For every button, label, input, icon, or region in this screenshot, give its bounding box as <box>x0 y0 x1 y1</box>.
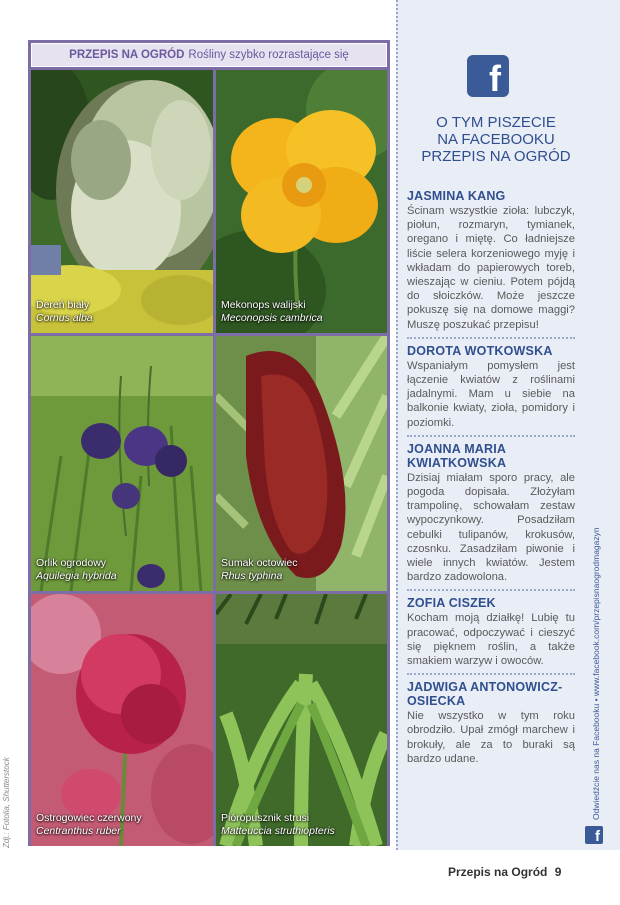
post-text: Ścinam wszystkie zioła: lubczyk, piołun, rozmaryn, tymianek, oregano i miętę. Co ładniejsze liście selera korzeniowego myję i wkładam do papierowych toreb, wieszając w cieniu. Potem pójdą do słoiczków. Może jeszcze pokuszę się na domowe maggi? Muszę poszukać przepisu! <box>407 205 575 331</box>
plant-latin-name: Cornus alba <box>36 312 93 324</box>
panel-header-title: Rośliny szybko rozrastające się <box>188 49 349 61</box>
panel-header-label: PRZEPIS NA OGRÓD <box>69 49 185 61</box>
photo-credit: Zdj.: Fotolia, Shutterstock <box>2 757 11 848</box>
cornus-alba-image <box>31 70 213 333</box>
centranthus-ruber-image <box>31 594 213 846</box>
post-author: JASMINA KANG <box>407 189 506 203</box>
photo-centranthus-ruber <box>31 594 213 846</box>
panel-header <box>31 43 387 67</box>
photo-grid <box>31 70 387 846</box>
facebook-section-title <box>398 114 594 165</box>
plant-latin-name: Aquilegia hybrida <box>36 570 117 582</box>
photo-cornus-alba <box>31 70 213 333</box>
post-text: Wspaniałym pomysłem jest łączenie kwiatów z roślinami jadalnymi. Mam u siebie na balkonie kwiaty, zioła, pomidory i poziomki. <box>407 359 575 429</box>
plant-name: Sumak octowiec <box>221 557 298 569</box>
facebook-post <box>407 680 575 771</box>
page-number: 9 <box>554 865 562 879</box>
plant-latin-name: Meconopsis cambrica <box>221 312 323 324</box>
plant-latin-name: Matteuccia struthiopteris <box>221 825 335 837</box>
facebook-column <box>396 0 620 850</box>
caption-centranthus-ruber <box>36 812 142 838</box>
photo-rhus-typhina <box>216 336 387 591</box>
matteuccia-struthiopteris-image <box>216 594 387 846</box>
facebook-title-line: NA FACEBOOKU <box>437 131 555 148</box>
caption-aquilegia-hybrida <box>36 557 117 583</box>
plant-name: Orlik ogrodowy <box>36 557 107 569</box>
facebook-post <box>407 189 575 339</box>
facebook-link-text[interactable]: Odwiedźcie nas na Facebooku • www.facebook.com/przepisnaogrodmagazyn <box>591 527 601 820</box>
post-text: Dzisiaj miałam sporo pracy, ale pogoda dopisała. Złożyłam trampolinę, schowałam zestaw wypoczynkowy. Posadziłam cebulki tulipanów, krokusów, czosnku. Zasadziłam piwonie i wiele innych kwiatów. Jestem bardzo zadowolona. <box>407 471 575 584</box>
caption-matteuccia-struthiopteris <box>221 812 335 838</box>
caption-meconopsis-cambrica <box>221 299 323 325</box>
magazine-name: Przepis na Ogród <box>448 865 548 879</box>
post-author: JADWIGA ANTONOWICZ-OSIECKA <box>407 680 563 709</box>
aquilegia-hybrida-image <box>31 336 213 591</box>
photo-matteuccia-struthiopteris <box>216 594 387 846</box>
photo-panel <box>28 40 390 846</box>
facebook-post <box>407 596 575 675</box>
plant-name: Ostrogowiec czerwony <box>36 812 142 824</box>
photo-meconopsis-cambrica <box>216 70 387 333</box>
plant-latin-name: Rhus typhina <box>221 570 283 582</box>
meconopsis-cambrica-image <box>216 70 387 333</box>
plant-name: Dereń biały <box>36 299 90 311</box>
rhus-typhina-image <box>216 336 387 591</box>
plant-name: Mekonops walijski <box>221 299 306 311</box>
plant-latin-name: Centranthus ruber <box>36 825 121 837</box>
post-author: JOANNA MARIA KWIATKOWSKA <box>407 441 507 470</box>
post-author: DOROTA WOTKOWSKA <box>407 343 553 358</box>
page-footer <box>448 865 561 879</box>
caption-cornus-alba <box>36 299 93 325</box>
caption-rhus-typhina <box>221 557 297 583</box>
facebook-icon: f <box>467 55 509 97</box>
plant-name: Pióropusznik strusi <box>221 812 310 824</box>
facebook-post <box>407 442 575 592</box>
facebook-post <box>407 344 575 437</box>
facebook-title-line: PRZEPIS NA OGRÓD <box>421 148 571 165</box>
facebook-small-icon[interactable]: f <box>585 826 603 844</box>
facebook-title-line: O TYM PISZECIE <box>436 114 556 131</box>
post-text: Kocham moją działkę! Lubię tu pracować, odpoczywać i cieszyć się pięknem roślin, a także smakiem warzyw i owoców. <box>407 612 575 668</box>
photo-aquilegia-hybrida <box>31 336 213 591</box>
post-author: ZOFIA CISZEK <box>407 596 496 611</box>
facebook-posts <box>407 189 575 776</box>
post-text: Nie wszystko w tym roku obrodziło. Upał zmógł marchew i brokuły, ale za to buraki są bardzo udane. <box>407 710 575 765</box>
